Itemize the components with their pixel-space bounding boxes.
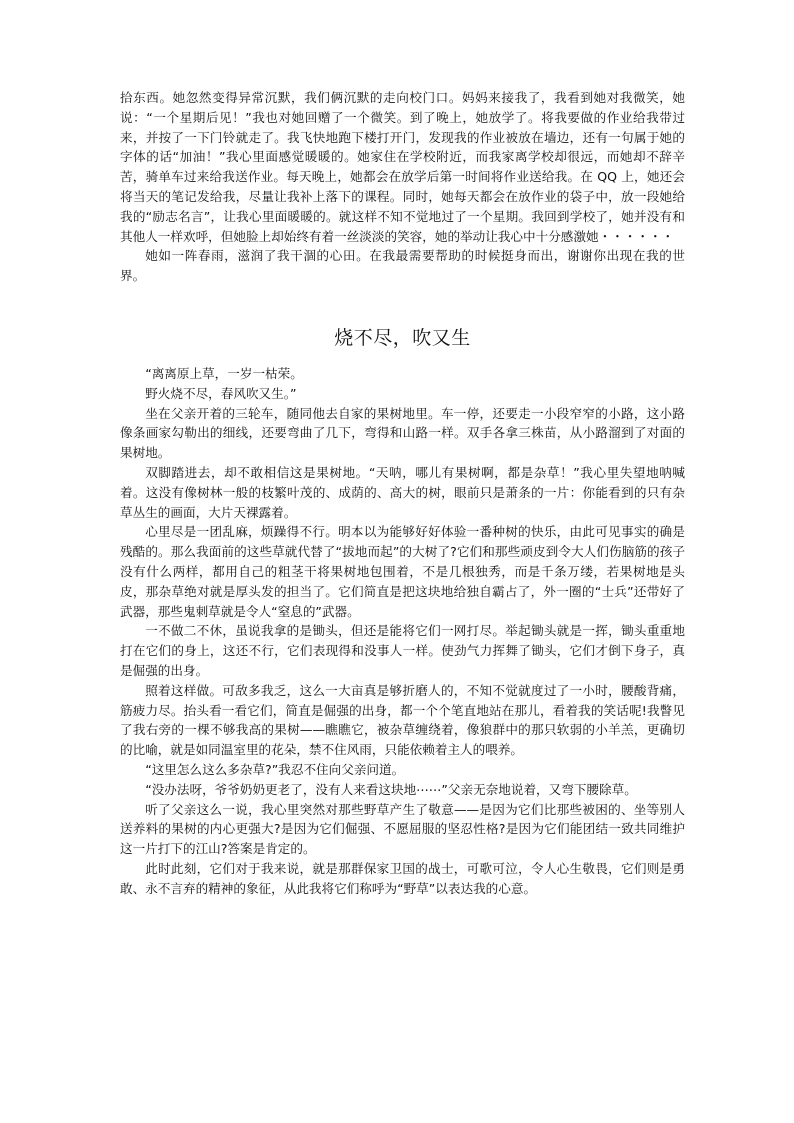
body-paragraph: 照着这样做。可敌多我乏，这么一大亩真是够折磨人的，不知不觉就度过了一小时，腰酸背痛，筋疲力尽。抬头看一看它们，简直是倔强的出身，都一个个笔直地站在那儿，看着我的笑话呢!我瞥见了我右旁的一棵不够我高的果树——瞧瞧它，被杂草缠绕着，像狼群中的那只软弱的小羊羔，更确切的比喻，就是如同温室里的花朵，禁不住风雨，只能依赖着主人的喂养。 [120, 682, 685, 758]
body-paragraph: “没办法呀，爷爷奶奶更老了，没有人来看这块地⋯⋯”父亲无奈地说着，又弯下腰除草。 [145, 781, 637, 797]
body-paragraph: 拾东西。她忽然变得异常沉默，我们俩沉默的走向校门口。妈妈来接我了，我看到她对我微笑，她说：“一个星期后见！”我也对她回赠了一个微笑。到了晚上，她放学了。将我要做的作业给我带过来，并按了一下门铃就走了。我飞快地跑下楼打开门，发现我的作业被放在墙边，还有一句属于她的字体的话“加油！”我心里面感觉暖暖的。她家住在学校附近，而我家离学校却很远，而她却不辞辛苦，骑单车过来给我送作业。每天晚上，她都会在放学后第一时间将作业送给我。在 QQ 上，她还会将当天的笔记发给我，尽量让我补上落下的课程。同时，她每天都会在放作业的袋子中，放一段她给我的“励志名言”，让我心里面暖暖的。就这样不知不觉地过了一个星期。我回到学校了，她并没有和其他人一样欢呼，但她脸上却始终有着一丝淡淡的笑容，她的举动让我心中十分感激她・・・・・・ [120, 90, 685, 244]
body-paragraph: 听了父亲这么一说，我心里突然对那些野草产生了敬意——是因为它们比那些被困的、坐等别人送养料的果树的内心更强大?是因为它们倔强、不愿屈服的坚忍性格?是因为它们能团结一致共同维护这一片打下的江山?答案是肯定的。 [120, 801, 685, 857]
document-page [120, 88, 685, 898]
body-paragraph: 一不做二不休，虽说我拿的是锄头，但还是能将它们一网打尽。举起锄头就是一挥，锄头重重地打在它们的身上，这还不行，它们表现得和没事人一样。使劲气力挥舞了锄头，它们才倒下身子，真是倔强的出身。 [120, 623, 685, 678]
poem-line: “离离原上草，一岁一枯荣。 [145, 365, 303, 381]
body-paragraph: 双脚踏进去，却不敢相信这是果树地。“天呐，哪儿有果树啊，都是杂草！”我心里失望地呐喊着。这没有像树林一般的枝繁叶茂的、成荫的、高大的树，眼前只是萧条的一片：你能看到的只有杂草丛生的画面，大片天裸露着。 [120, 464, 685, 520]
body-paragraph: 她如一阵春雨，滋润了我干涸的心田。在我最需要帮助的时候挺身而出，谢谢你出现在我的世界。 [120, 248, 685, 284]
essay-body [120, 364, 685, 899]
poem-line: 野火烧不尽，春风吹又生。” [145, 385, 297, 401]
body-paragraph: 坐在父亲开着的三轮车，随同他去自家的果树地里。车一停，还要走一小段窄窄的小路，这小路像条画家勾勒出的细线，还要弯曲了几下，弯得和山路一样。双手各拿三株苗，从小路溜到了对面的果树地。 [120, 405, 685, 461]
essay-title: 烧不尽，吹又生 [334, 326, 471, 349]
body-paragraph: “这里怎么这么多杂草?”我忍不住向父亲问道。 [145, 761, 405, 777]
previous-essay-ending [120, 88, 685, 286]
body-paragraph: 此时此刻，它们对于我来说，就是那群保家卫国的战士，可歌可泣，令人心生敬畏，它们则是勇敢、永不言弃的精神的象征，从此我将它们称呼为“野草”以表达我的心意。 [120, 860, 685, 896]
body-paragraph: 心里尽是一团乱麻，烦躁得不行。明本以为能够好好体验一番种树的快乐，由此可见事实的确是残酷的。那么我面前的这些草就代替了“拔地而起”的大树了?它们和那些顽皮到令大人们伤脑筋的孩子没有什么两样，都用自己的粗茎干将果树地包围着，不是几根独秀，而是千条万缕，若果树地是头皮，那杂草绝对就是厚头发的担当了。它们简直是把这块地给独自霸占了，外一圈的“士兵”还带好了武器，那些鬼刺草就是令人“窒息的”武器。 [120, 524, 685, 619]
